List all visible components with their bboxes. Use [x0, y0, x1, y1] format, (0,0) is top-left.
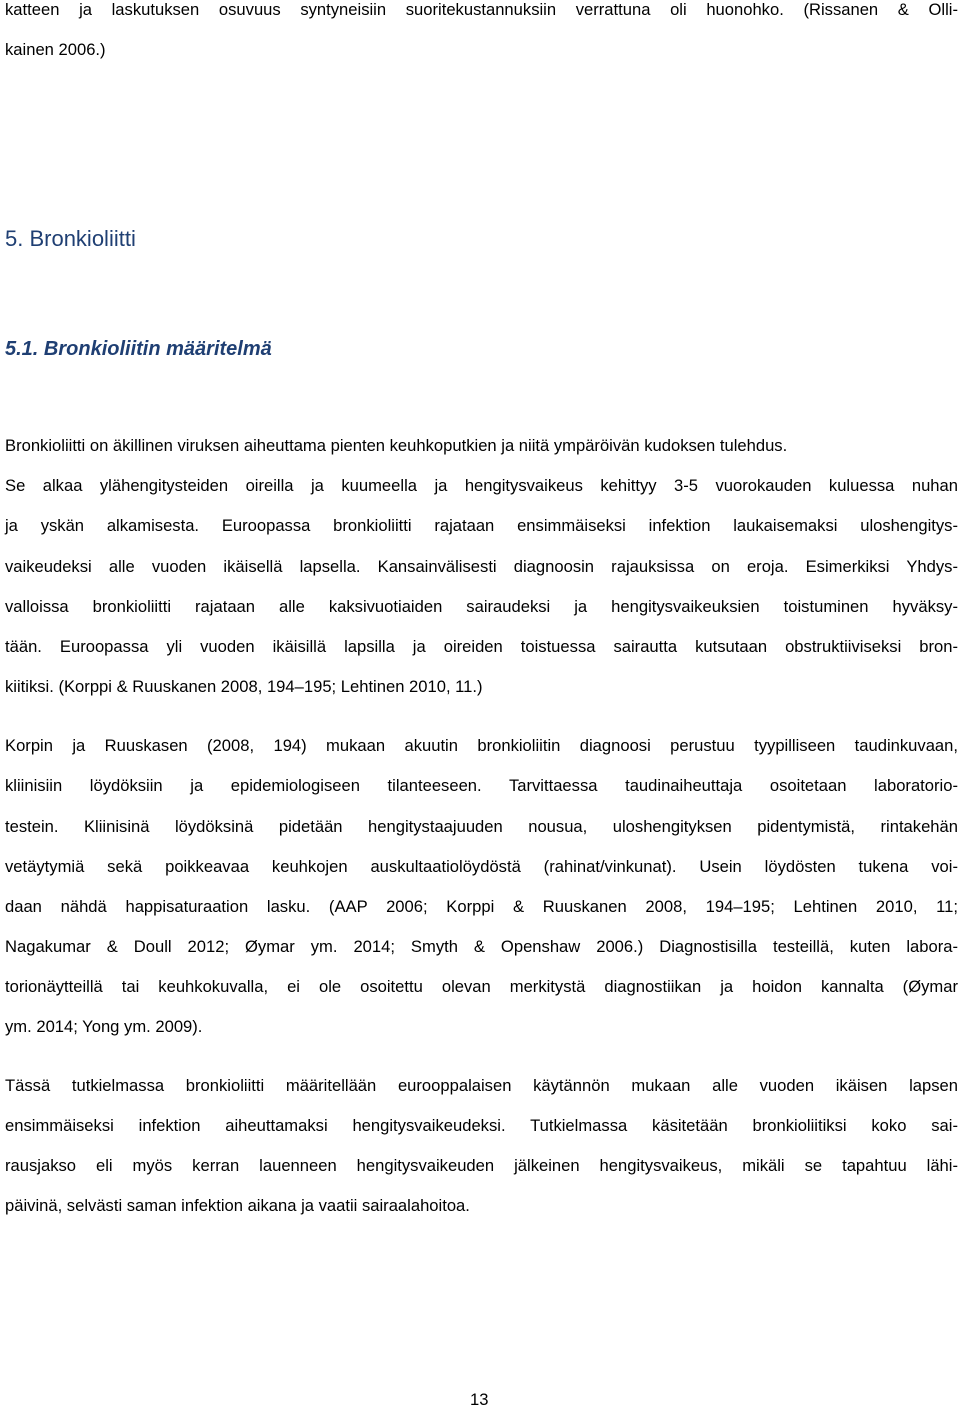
- paragraph1-line-7: kiitiksi. (Korppi & Ruuskanen 2008, 194–195; Lehtinen 2010, 11.): [5, 677, 483, 696]
- paragraph2-line-2: kliinisiin löydöksiin ja epidemiologiseen tilanteeseen. Tarvittaessa taudinaiheuttaja osoitetaan laboratorio-: [5, 776, 958, 795]
- paragraph2-line-4: vetäytymiä sekä poikkeavaa keuhkojen auskultaatiolöydöstä (rahinat/vinkunat). Usein löydösten tukena voi-: [5, 857, 958, 876]
- paragraph3-line-4: päivinä, selvästi saman infektion aikana ja vaatii sairaalahoitoa.: [5, 1196, 470, 1215]
- paragraph3-line-2: ensimmäiseksi infektion aiheuttamaksi hengitysvaikeudeksi. Tutkielmassa käsitetään bronkioliitiksi koko sai-: [5, 1116, 958, 1135]
- paragraph1-line-3: ja yskän alkamisesta. Euroopassa bronkioliitti rajataan ensimmäiseksi infektion laukaisemaksi uloshengitys-: [5, 516, 958, 535]
- paragraph2-line-3: testein. Kliinisinä löydöksinä pidetään hengitystaajuuden nousua, uloshengityksen pidentymistä, rintakehän: [5, 817, 958, 836]
- paragraph1-line-2: Se alkaa ylähengitysteiden oireilla ja kuumeella ja hengitysvaikeus kehittyy 3-5 vuorokauden kuluessa nuhan: [5, 476, 958, 495]
- paragraph1-line-5: valloissa bronkioliitti rajataan alle kaksivuotiaiden sairaudeksi ja hengitysvaikeuksien toistuminen hyväksy-: [5, 597, 958, 616]
- paragraph1-line-4: vaikeudeksi alle vuoden ikäisellä lapsella. Kansainvälisesti diagnoosin rajauksissa on eroja. Esimerkiksi Yhdys-: [5, 557, 958, 576]
- page-number: 13: [470, 1390, 489, 1409]
- paragraph2-line-5: daan nähdä happisaturaation lasku. (AAP 2006; Korppi & Ruuskanen 2008, 194–195; Lehtinen 2010, 11;: [5, 897, 958, 916]
- intro-line-1: katteen ja laskutuksen osuvuus syntyneisiin suoritekustannuksiin verrattuna oli huonohko. (Rissanen & Olli-: [5, 0, 958, 19]
- paragraph3-line-3: rausjakso eli myös kerran lauenneen hengitysvaikeuden jälkeinen hengitysvaikeus, mikäli se tapahtuu lähi-: [5, 1156, 958, 1175]
- paragraph1-line-6: tään. Euroopassa yli vuoden ikäisillä lapsilla ja oireiden toistuessa sairautta kutsutaan obstruktiiviseksi bron-: [5, 637, 958, 656]
- paragraph2-line-6: Nagakumar & Doull 2012; Øymar ym. 2014; Smyth & Openshaw 2006.) Diagnostisilla testeillä, kuten labora-: [5, 937, 958, 956]
- subsection-title: 5.1. Bronkioliitin määritelmä: [5, 338, 272, 360]
- intro-line-2: kainen 2006.): [5, 40, 106, 59]
- paragraph2-line-8: ym. 2014; Yong ym. 2009).: [5, 1017, 203, 1036]
- paragraph3-line-1: Tässä tutkielmassa bronkioliitti määritellään eurooppalaisen käytännön mukaan alle vuoden ikäisen lapsen: [5, 1076, 958, 1095]
- paragraph2-line-1: Korpin ja Ruuskasen (2008, 194) mukaan akuutin bronkioliitin diagnoosi perustuu tyypilliseen taudinkuvaan,: [5, 736, 958, 755]
- paragraph1-line-1: Bronkioliitti on äkillinen viruksen aiheuttama pienten keuhkoputkien ja niitä ympäröivän kudoksen tulehdus.: [5, 436, 788, 455]
- paragraph2-line-7: torionäytteillä tai keuhkokuvalla, ei ole osoitettu olevan merkitystä diagnostiikan ja hoidon kannalta (Øymar: [5, 977, 958, 996]
- section-title: 5. Bronkioliitti: [5, 226, 136, 251]
